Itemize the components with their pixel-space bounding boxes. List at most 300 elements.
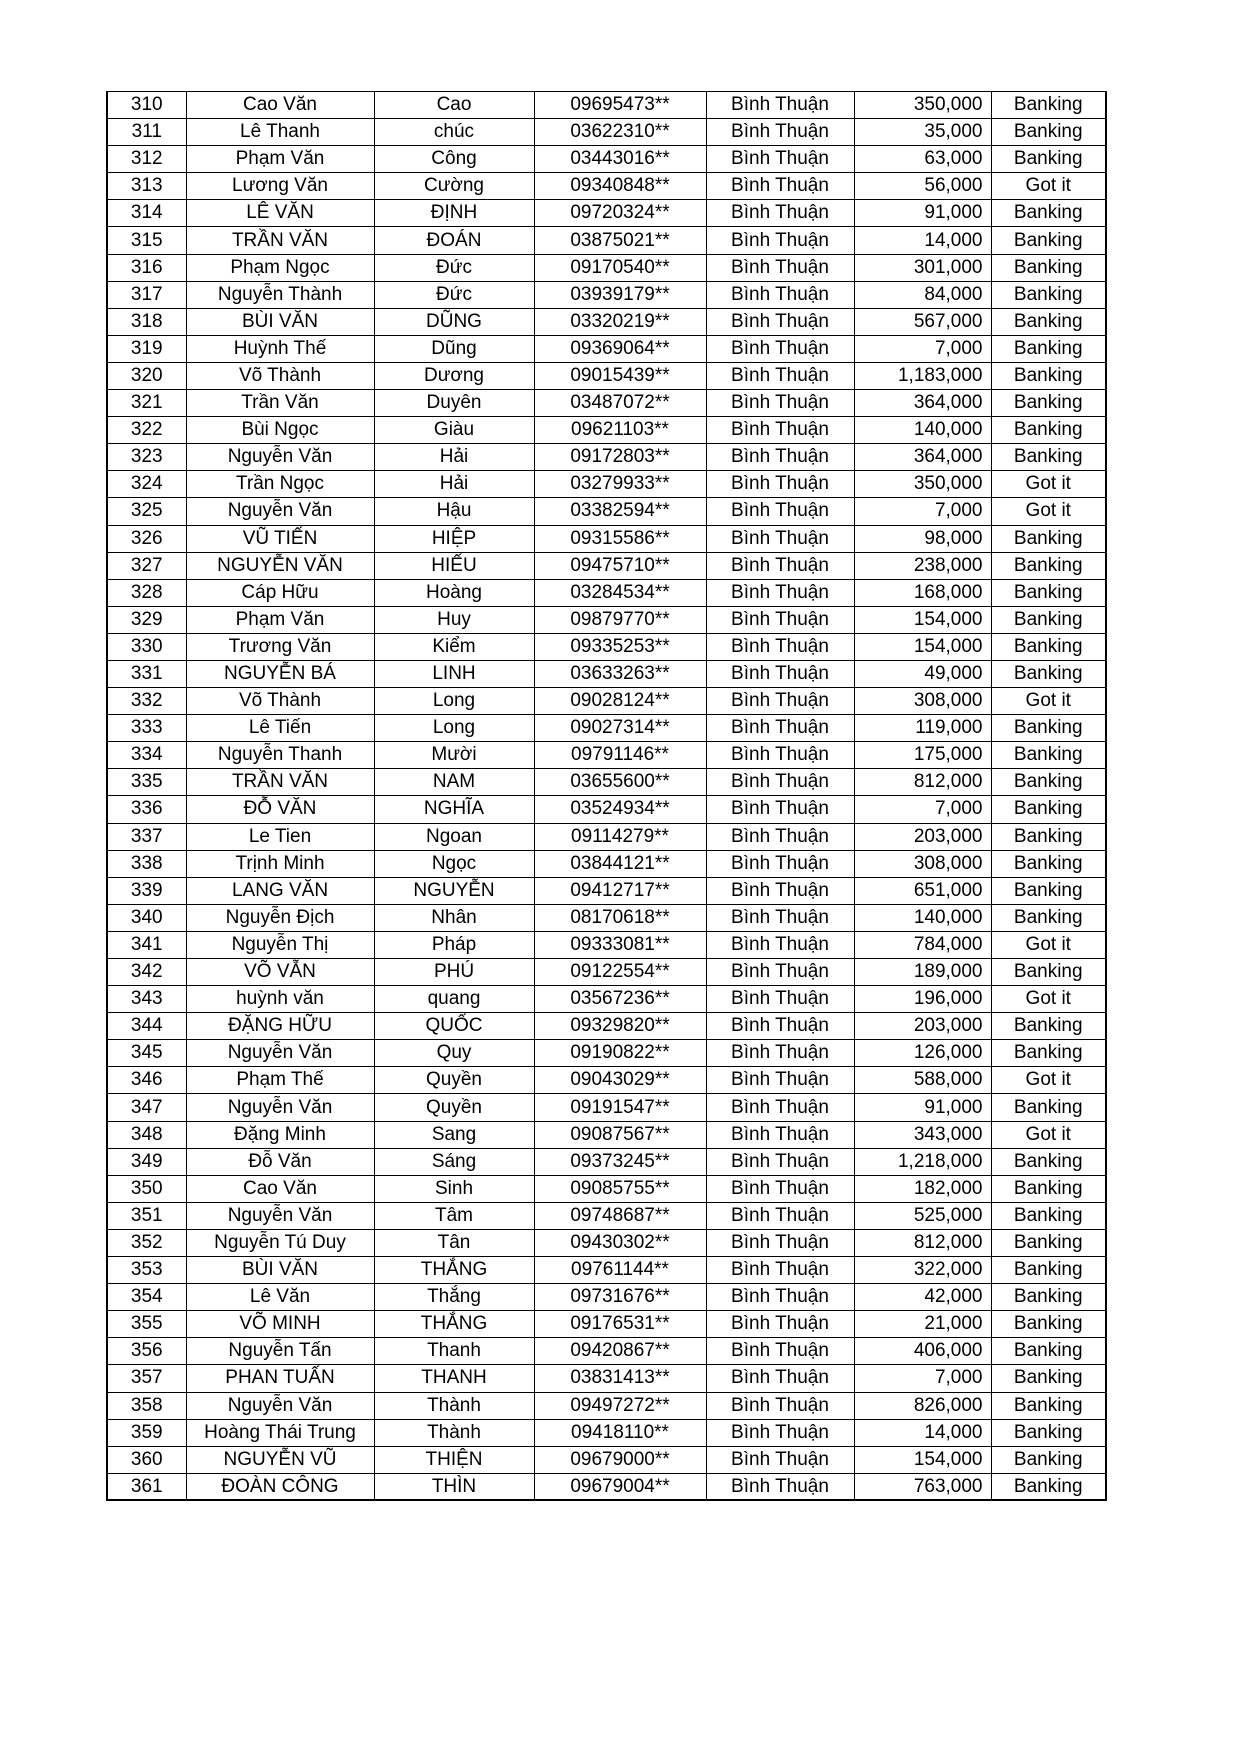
table-row xyxy=(107,308,1106,335)
cell-province: Bình Thuận xyxy=(706,850,854,877)
cell-last-middle-name: Bùi Ngọc xyxy=(186,417,374,444)
cell-amount: 812,000 xyxy=(854,769,991,796)
cell-province: Bình Thuận xyxy=(706,1148,854,1175)
cell-amount: 826,000 xyxy=(854,1392,991,1419)
table-row xyxy=(107,931,1106,958)
cell-row-number: 321 xyxy=(107,390,186,417)
cell-first-name: PHÚ xyxy=(374,959,534,986)
cell-payment-method: Banking xyxy=(991,254,1106,281)
cell-first-name: NGUYỄN xyxy=(374,877,534,904)
cell-province: Bình Thuận xyxy=(706,986,854,1013)
table-row xyxy=(107,1257,1106,1284)
cell-phone-number: 09043029** xyxy=(534,1067,706,1094)
cell-amount: 525,000 xyxy=(854,1202,991,1229)
cell-row-number: 351 xyxy=(107,1202,186,1229)
cell-first-name: Đức xyxy=(374,281,534,308)
cell-province: Bình Thuận xyxy=(706,335,854,362)
cell-first-name: NAM xyxy=(374,769,534,796)
cell-payment-method: Banking xyxy=(991,769,1106,796)
cell-phone-number: 09761144** xyxy=(534,1257,706,1284)
table-row xyxy=(107,146,1106,173)
cell-phone-number: 03279933** xyxy=(534,471,706,498)
cell-last-middle-name: Nguyễn Thị xyxy=(186,931,374,958)
cell-first-name: QUỐC xyxy=(374,1013,534,1040)
table-row xyxy=(107,742,1106,769)
table-row xyxy=(107,1175,1106,1202)
cell-amount: 343,000 xyxy=(854,1121,991,1148)
cell-province: Bình Thuận xyxy=(706,1446,854,1473)
cell-payment-method: Banking xyxy=(991,227,1106,254)
cell-row-number: 338 xyxy=(107,850,186,877)
cell-first-name: HIẾU xyxy=(374,552,534,579)
cell-row-number: 358 xyxy=(107,1392,186,1419)
cell-last-middle-name: Nguyễn Địch xyxy=(186,904,374,931)
cell-last-middle-name: Đặng Minh xyxy=(186,1121,374,1148)
cell-row-number: 332 xyxy=(107,688,186,715)
cell-first-name: Tân xyxy=(374,1229,534,1256)
cell-province: Bình Thuận xyxy=(706,146,854,173)
cell-payment-method: Banking xyxy=(991,633,1106,660)
cell-last-middle-name: ĐỖ VĂN xyxy=(186,796,374,823)
cell-first-name: THẮNG xyxy=(374,1311,534,1338)
table-row xyxy=(107,1040,1106,1067)
cell-last-middle-name: ĐẶNG HỮU xyxy=(186,1013,374,1040)
cell-amount: 126,000 xyxy=(854,1040,991,1067)
cell-row-number: 329 xyxy=(107,606,186,633)
cell-last-middle-name: LANG VĂN xyxy=(186,877,374,904)
cell-first-name: Hậu xyxy=(374,498,534,525)
table-row xyxy=(107,119,1106,146)
cell-phone-number: 09087567** xyxy=(534,1121,706,1148)
cell-first-name: ĐOÁN xyxy=(374,227,534,254)
cell-last-middle-name: VÕ MINH xyxy=(186,1311,374,1338)
table-row xyxy=(107,1365,1106,1392)
cell-row-number: 317 xyxy=(107,281,186,308)
cell-amount: 350,000 xyxy=(854,471,991,498)
cell-first-name: quang xyxy=(374,986,534,1013)
cell-province: Bình Thuận xyxy=(706,931,854,958)
cell-phone-number: 03382594** xyxy=(534,498,706,525)
cell-last-middle-name: TRẦN VĂN xyxy=(186,227,374,254)
cell-row-number: 327 xyxy=(107,552,186,579)
cell-first-name: Hải xyxy=(374,444,534,471)
cell-last-middle-name: Lê Tiến xyxy=(186,715,374,742)
cell-row-number: 355 xyxy=(107,1311,186,1338)
cell-amount: 189,000 xyxy=(854,959,991,986)
cell-last-middle-name: Nguyễn Thanh xyxy=(186,742,374,769)
cell-province: Bình Thuận xyxy=(706,633,854,660)
cell-row-number: 334 xyxy=(107,742,186,769)
cell-province: Bình Thuận xyxy=(706,1229,854,1256)
cell-payment-method: Banking xyxy=(991,525,1106,552)
cell-phone-number: 09191547** xyxy=(534,1094,706,1121)
cell-row-number: 344 xyxy=(107,1013,186,1040)
table-row xyxy=(107,796,1106,823)
cell-last-middle-name: VŨ TIẾN xyxy=(186,525,374,552)
table-row xyxy=(107,850,1106,877)
cell-province: Bình Thuận xyxy=(706,227,854,254)
cell-amount: 21,000 xyxy=(854,1311,991,1338)
cell-phone-number: 03487072** xyxy=(534,390,706,417)
cell-payment-method: Got it xyxy=(991,931,1106,958)
cell-province: Bình Thuận xyxy=(706,1338,854,1365)
cell-phone-number: 09329820** xyxy=(534,1013,706,1040)
cell-province: Bình Thuận xyxy=(706,1257,854,1284)
cell-amount: 203,000 xyxy=(854,1013,991,1040)
cell-row-number: 336 xyxy=(107,796,186,823)
table-row xyxy=(107,1419,1106,1446)
cell-amount: 301,000 xyxy=(854,254,991,281)
cell-payment-method: Banking xyxy=(991,200,1106,227)
cell-province: Bình Thuận xyxy=(706,552,854,579)
table-row xyxy=(107,390,1106,417)
cell-row-number: 316 xyxy=(107,254,186,281)
cell-amount: 203,000 xyxy=(854,823,991,850)
cell-province: Bình Thuận xyxy=(706,796,854,823)
table-row xyxy=(107,335,1106,362)
cell-phone-number: 09176531** xyxy=(534,1311,706,1338)
cell-phone-number: 09791146** xyxy=(534,742,706,769)
cell-row-number: 354 xyxy=(107,1284,186,1311)
table-row xyxy=(107,417,1106,444)
cell-payment-method: Banking xyxy=(991,281,1106,308)
cell-last-middle-name: Trần Văn xyxy=(186,390,374,417)
cell-payment-method: Banking xyxy=(991,119,1106,146)
cell-row-number: 337 xyxy=(107,823,186,850)
cell-amount: 784,000 xyxy=(854,931,991,958)
cell-payment-method: Banking xyxy=(991,335,1106,362)
table-row xyxy=(107,986,1106,1013)
cell-first-name: Thắng xyxy=(374,1284,534,1311)
cell-last-middle-name: Cao Văn xyxy=(186,92,374,119)
cell-last-middle-name: PHAN TUẤN xyxy=(186,1365,374,1392)
cell-payment-method: Banking xyxy=(991,606,1106,633)
cell-row-number: 325 xyxy=(107,498,186,525)
cell-phone-number: 09122554** xyxy=(534,959,706,986)
winners-table xyxy=(106,91,1107,1501)
cell-province: Bình Thuận xyxy=(706,390,854,417)
cell-payment-method: Banking xyxy=(991,1392,1106,1419)
cell-row-number: 339 xyxy=(107,877,186,904)
cell-province: Bình Thuận xyxy=(706,1419,854,1446)
cell-payment-method: Banking xyxy=(991,823,1106,850)
cell-first-name: Hải xyxy=(374,471,534,498)
cell-phone-number: 03831413** xyxy=(534,1365,706,1392)
cell-row-number: 335 xyxy=(107,769,186,796)
table-row xyxy=(107,525,1106,552)
cell-amount: 7,000 xyxy=(854,335,991,362)
cell-province: Bình Thuận xyxy=(706,281,854,308)
cell-amount: 238,000 xyxy=(854,552,991,579)
cell-payment-method: Banking xyxy=(991,1338,1106,1365)
cell-payment-method: Banking xyxy=(991,362,1106,389)
cell-last-middle-name: Nguyễn Văn xyxy=(186,1202,374,1229)
cell-amount: 154,000 xyxy=(854,633,991,660)
cell-phone-number: 09412717** xyxy=(534,877,706,904)
cell-last-middle-name: Huỳnh Thế xyxy=(186,335,374,362)
cell-last-middle-name: huỳnh văn xyxy=(186,986,374,1013)
table-row xyxy=(107,660,1106,687)
table-row xyxy=(107,769,1106,796)
cell-amount: 182,000 xyxy=(854,1175,991,1202)
cell-province: Bình Thuận xyxy=(706,1202,854,1229)
cell-row-number: 340 xyxy=(107,904,186,931)
cell-payment-method: Banking xyxy=(991,1148,1106,1175)
cell-amount: 49,000 xyxy=(854,660,991,687)
cell-last-middle-name: Võ Thành xyxy=(186,688,374,715)
cell-row-number: 324 xyxy=(107,471,186,498)
table-row xyxy=(107,1338,1106,1365)
cell-province: Bình Thuận xyxy=(706,417,854,444)
table-row xyxy=(107,1121,1106,1148)
cell-last-middle-name: Phạm Thế xyxy=(186,1067,374,1094)
cell-province: Bình Thuận xyxy=(706,1473,854,1500)
cell-province: Bình Thuận xyxy=(706,362,854,389)
cell-amount: 406,000 xyxy=(854,1338,991,1365)
cell-amount: 14,000 xyxy=(854,1419,991,1446)
cell-row-number: 360 xyxy=(107,1446,186,1473)
table-row xyxy=(107,362,1106,389)
cell-row-number: 352 xyxy=(107,1229,186,1256)
cell-first-name: Hoàng xyxy=(374,579,534,606)
cell-province: Bình Thuận xyxy=(706,471,854,498)
cell-row-number: 349 xyxy=(107,1148,186,1175)
cell-row-number: 318 xyxy=(107,308,186,335)
cell-amount: 91,000 xyxy=(854,1094,991,1121)
cell-amount: 364,000 xyxy=(854,390,991,417)
table-row xyxy=(107,633,1106,660)
cell-first-name: Mười xyxy=(374,742,534,769)
cell-last-middle-name: Nguyễn Văn xyxy=(186,1040,374,1067)
cell-first-name: Thanh xyxy=(374,1338,534,1365)
cell-row-number: 323 xyxy=(107,444,186,471)
cell-phone-number: 03939179** xyxy=(534,281,706,308)
cell-first-name: Long xyxy=(374,688,534,715)
cell-province: Bình Thuận xyxy=(706,498,854,525)
cell-province: Bình Thuận xyxy=(706,1175,854,1202)
cell-amount: 588,000 xyxy=(854,1067,991,1094)
cell-row-number: 345 xyxy=(107,1040,186,1067)
cell-first-name: Quyền xyxy=(374,1067,534,1094)
cell-payment-method: Banking xyxy=(991,742,1106,769)
cell-first-name: Cao xyxy=(374,92,534,119)
cell-row-number: 361 xyxy=(107,1473,186,1500)
cell-row-number: 313 xyxy=(107,173,186,200)
cell-row-number: 333 xyxy=(107,715,186,742)
cell-payment-method: Banking xyxy=(991,877,1106,904)
cell-last-middle-name: Nguyễn Văn xyxy=(186,1392,374,1419)
cell-amount: 763,000 xyxy=(854,1473,991,1500)
cell-last-middle-name: BÙI VĂN xyxy=(186,308,374,335)
cell-row-number: 314 xyxy=(107,200,186,227)
cell-first-name: Dương xyxy=(374,362,534,389)
cell-first-name: Quyền xyxy=(374,1094,534,1121)
winners-table-wrapper xyxy=(106,91,1107,1501)
cell-phone-number: 09340848** xyxy=(534,173,706,200)
cell-payment-method: Banking xyxy=(991,1473,1106,1500)
cell-amount: 154,000 xyxy=(854,1446,991,1473)
cell-payment-method: Banking xyxy=(991,1094,1106,1121)
cell-province: Bình Thuận xyxy=(706,525,854,552)
table-row xyxy=(107,552,1106,579)
cell-amount: 7,000 xyxy=(854,1365,991,1392)
cell-row-number: 353 xyxy=(107,1257,186,1284)
cell-province: Bình Thuận xyxy=(706,606,854,633)
cell-province: Bình Thuận xyxy=(706,904,854,931)
cell-phone-number: 09731676** xyxy=(534,1284,706,1311)
cell-province: Bình Thuận xyxy=(706,1311,854,1338)
table-row xyxy=(107,1067,1106,1094)
cell-last-middle-name: Trần Ngọc xyxy=(186,471,374,498)
cell-payment-method: Banking xyxy=(991,308,1106,335)
table-row xyxy=(107,904,1106,931)
cell-payment-method: Banking xyxy=(991,552,1106,579)
cell-first-name: THẮNG xyxy=(374,1257,534,1284)
cell-last-middle-name: Nguyễn Văn xyxy=(186,498,374,525)
cell-amount: 308,000 xyxy=(854,850,991,877)
table-row xyxy=(107,1446,1106,1473)
cell-phone-number: 09015439** xyxy=(534,362,706,389)
cell-phone-number: 09748687** xyxy=(534,1202,706,1229)
cell-payment-method: Banking xyxy=(991,1175,1106,1202)
cell-phone-number: 09333081** xyxy=(534,931,706,958)
cell-amount: 651,000 xyxy=(854,877,991,904)
cell-row-number: 320 xyxy=(107,362,186,389)
cell-amount: 91,000 xyxy=(854,200,991,227)
cell-phone-number: 09695473** xyxy=(534,92,706,119)
cell-row-number: 350 xyxy=(107,1175,186,1202)
cell-phone-number: 09114279** xyxy=(534,823,706,850)
table-row xyxy=(107,579,1106,606)
cell-first-name: Thành xyxy=(374,1392,534,1419)
cell-last-middle-name: Nguyễn Thành xyxy=(186,281,374,308)
table-row xyxy=(107,959,1106,986)
cell-last-middle-name: Lương Văn xyxy=(186,173,374,200)
cell-last-middle-name: Võ Thành xyxy=(186,362,374,389)
cell-last-middle-name: Le Tien xyxy=(186,823,374,850)
cell-amount: 119,000 xyxy=(854,715,991,742)
cell-payment-method: Banking xyxy=(991,92,1106,119)
cell-row-number: 315 xyxy=(107,227,186,254)
cell-phone-number: 09420867** xyxy=(534,1338,706,1365)
cell-first-name: Đức xyxy=(374,254,534,281)
cell-row-number: 357 xyxy=(107,1365,186,1392)
table-row xyxy=(107,1094,1106,1121)
cell-amount: 35,000 xyxy=(854,119,991,146)
cell-amount: 812,000 xyxy=(854,1229,991,1256)
cell-province: Bình Thuận xyxy=(706,1365,854,1392)
cell-province: Bình Thuận xyxy=(706,1284,854,1311)
cell-amount: 140,000 xyxy=(854,904,991,931)
cell-phone-number: 03284534** xyxy=(534,579,706,606)
cell-phone-number: 03443016** xyxy=(534,146,706,173)
table-row xyxy=(107,498,1106,525)
table-row xyxy=(107,1473,1106,1500)
cell-phone-number: 09720324** xyxy=(534,200,706,227)
cell-first-name: Duyên xyxy=(374,390,534,417)
cell-row-number: 343 xyxy=(107,986,186,1013)
cell-payment-method: Banking xyxy=(991,1040,1106,1067)
cell-phone-number: 03633263** xyxy=(534,660,706,687)
cell-payment-method: Banking xyxy=(991,444,1106,471)
cell-payment-method: Banking xyxy=(991,1419,1106,1446)
cell-amount: 168,000 xyxy=(854,579,991,606)
cell-phone-number: 09679004** xyxy=(534,1473,706,1500)
cell-phone-number: 03320219** xyxy=(534,308,706,335)
cell-phone-number: 09190822** xyxy=(534,1040,706,1067)
cell-phone-number: 09373245** xyxy=(534,1148,706,1175)
cell-province: Bình Thuận xyxy=(706,688,854,715)
table-row xyxy=(107,92,1106,119)
cell-first-name: Cường xyxy=(374,173,534,200)
cell-first-name: Nhân xyxy=(374,904,534,931)
cell-phone-number: 09475710** xyxy=(534,552,706,579)
cell-row-number: 312 xyxy=(107,146,186,173)
cell-first-name: Thành xyxy=(374,1419,534,1446)
table-row xyxy=(107,823,1106,850)
cell-row-number: 341 xyxy=(107,931,186,958)
cell-last-middle-name: ĐOÀN CÔNG xyxy=(186,1473,374,1500)
cell-payment-method: Banking xyxy=(991,660,1106,687)
cell-phone-number: 03844121** xyxy=(534,850,706,877)
cell-province: Bình Thuận xyxy=(706,877,854,904)
cell-province: Bình Thuận xyxy=(706,200,854,227)
cell-first-name: Dũng xyxy=(374,335,534,362)
cell-payment-method: Banking xyxy=(991,1365,1106,1392)
cell-last-middle-name: Lê Thanh xyxy=(186,119,374,146)
cell-amount: 1,218,000 xyxy=(854,1148,991,1175)
cell-row-number: 319 xyxy=(107,335,186,362)
cell-last-middle-name: Phạm Ngọc xyxy=(186,254,374,281)
cell-last-middle-name: Đỗ Văn xyxy=(186,1148,374,1175)
table-row xyxy=(107,471,1106,498)
table-row xyxy=(107,688,1106,715)
cell-amount: 154,000 xyxy=(854,606,991,633)
cell-first-name: Giàu xyxy=(374,417,534,444)
cell-last-middle-name: LÊ VĂN xyxy=(186,200,374,227)
cell-last-middle-name: VÕ VẪN xyxy=(186,959,374,986)
table-row xyxy=(107,1284,1106,1311)
cell-last-middle-name: BÙI VĂN xyxy=(186,1257,374,1284)
cell-amount: 175,000 xyxy=(854,742,991,769)
cell-province: Bình Thuận xyxy=(706,92,854,119)
cell-payment-method: Got it xyxy=(991,1067,1106,1094)
cell-province: Bình Thuận xyxy=(706,579,854,606)
table-row xyxy=(107,200,1106,227)
cell-province: Bình Thuận xyxy=(706,1013,854,1040)
cell-payment-method: Got it xyxy=(991,688,1106,715)
cell-payment-method: Banking xyxy=(991,1311,1106,1338)
cell-phone-number: 09679000** xyxy=(534,1446,706,1473)
cell-amount: 140,000 xyxy=(854,417,991,444)
cell-last-middle-name: TRẦN VĂN xyxy=(186,769,374,796)
cell-payment-method: Got it xyxy=(991,498,1106,525)
cell-province: Bình Thuận xyxy=(706,1067,854,1094)
cell-province: Bình Thuận xyxy=(706,769,854,796)
cell-row-number: 326 xyxy=(107,525,186,552)
table-row xyxy=(107,444,1106,471)
cell-first-name: Công xyxy=(374,146,534,173)
cell-amount: 308,000 xyxy=(854,688,991,715)
cell-payment-method: Banking xyxy=(991,715,1106,742)
table-row xyxy=(107,173,1106,200)
cell-province: Bình Thuận xyxy=(706,308,854,335)
cell-phone-number: 03875021** xyxy=(534,227,706,254)
cell-first-name: NGHĨA xyxy=(374,796,534,823)
cell-amount: 350,000 xyxy=(854,92,991,119)
cell-phone-number: 09879770** xyxy=(534,606,706,633)
cell-amount: 322,000 xyxy=(854,1257,991,1284)
